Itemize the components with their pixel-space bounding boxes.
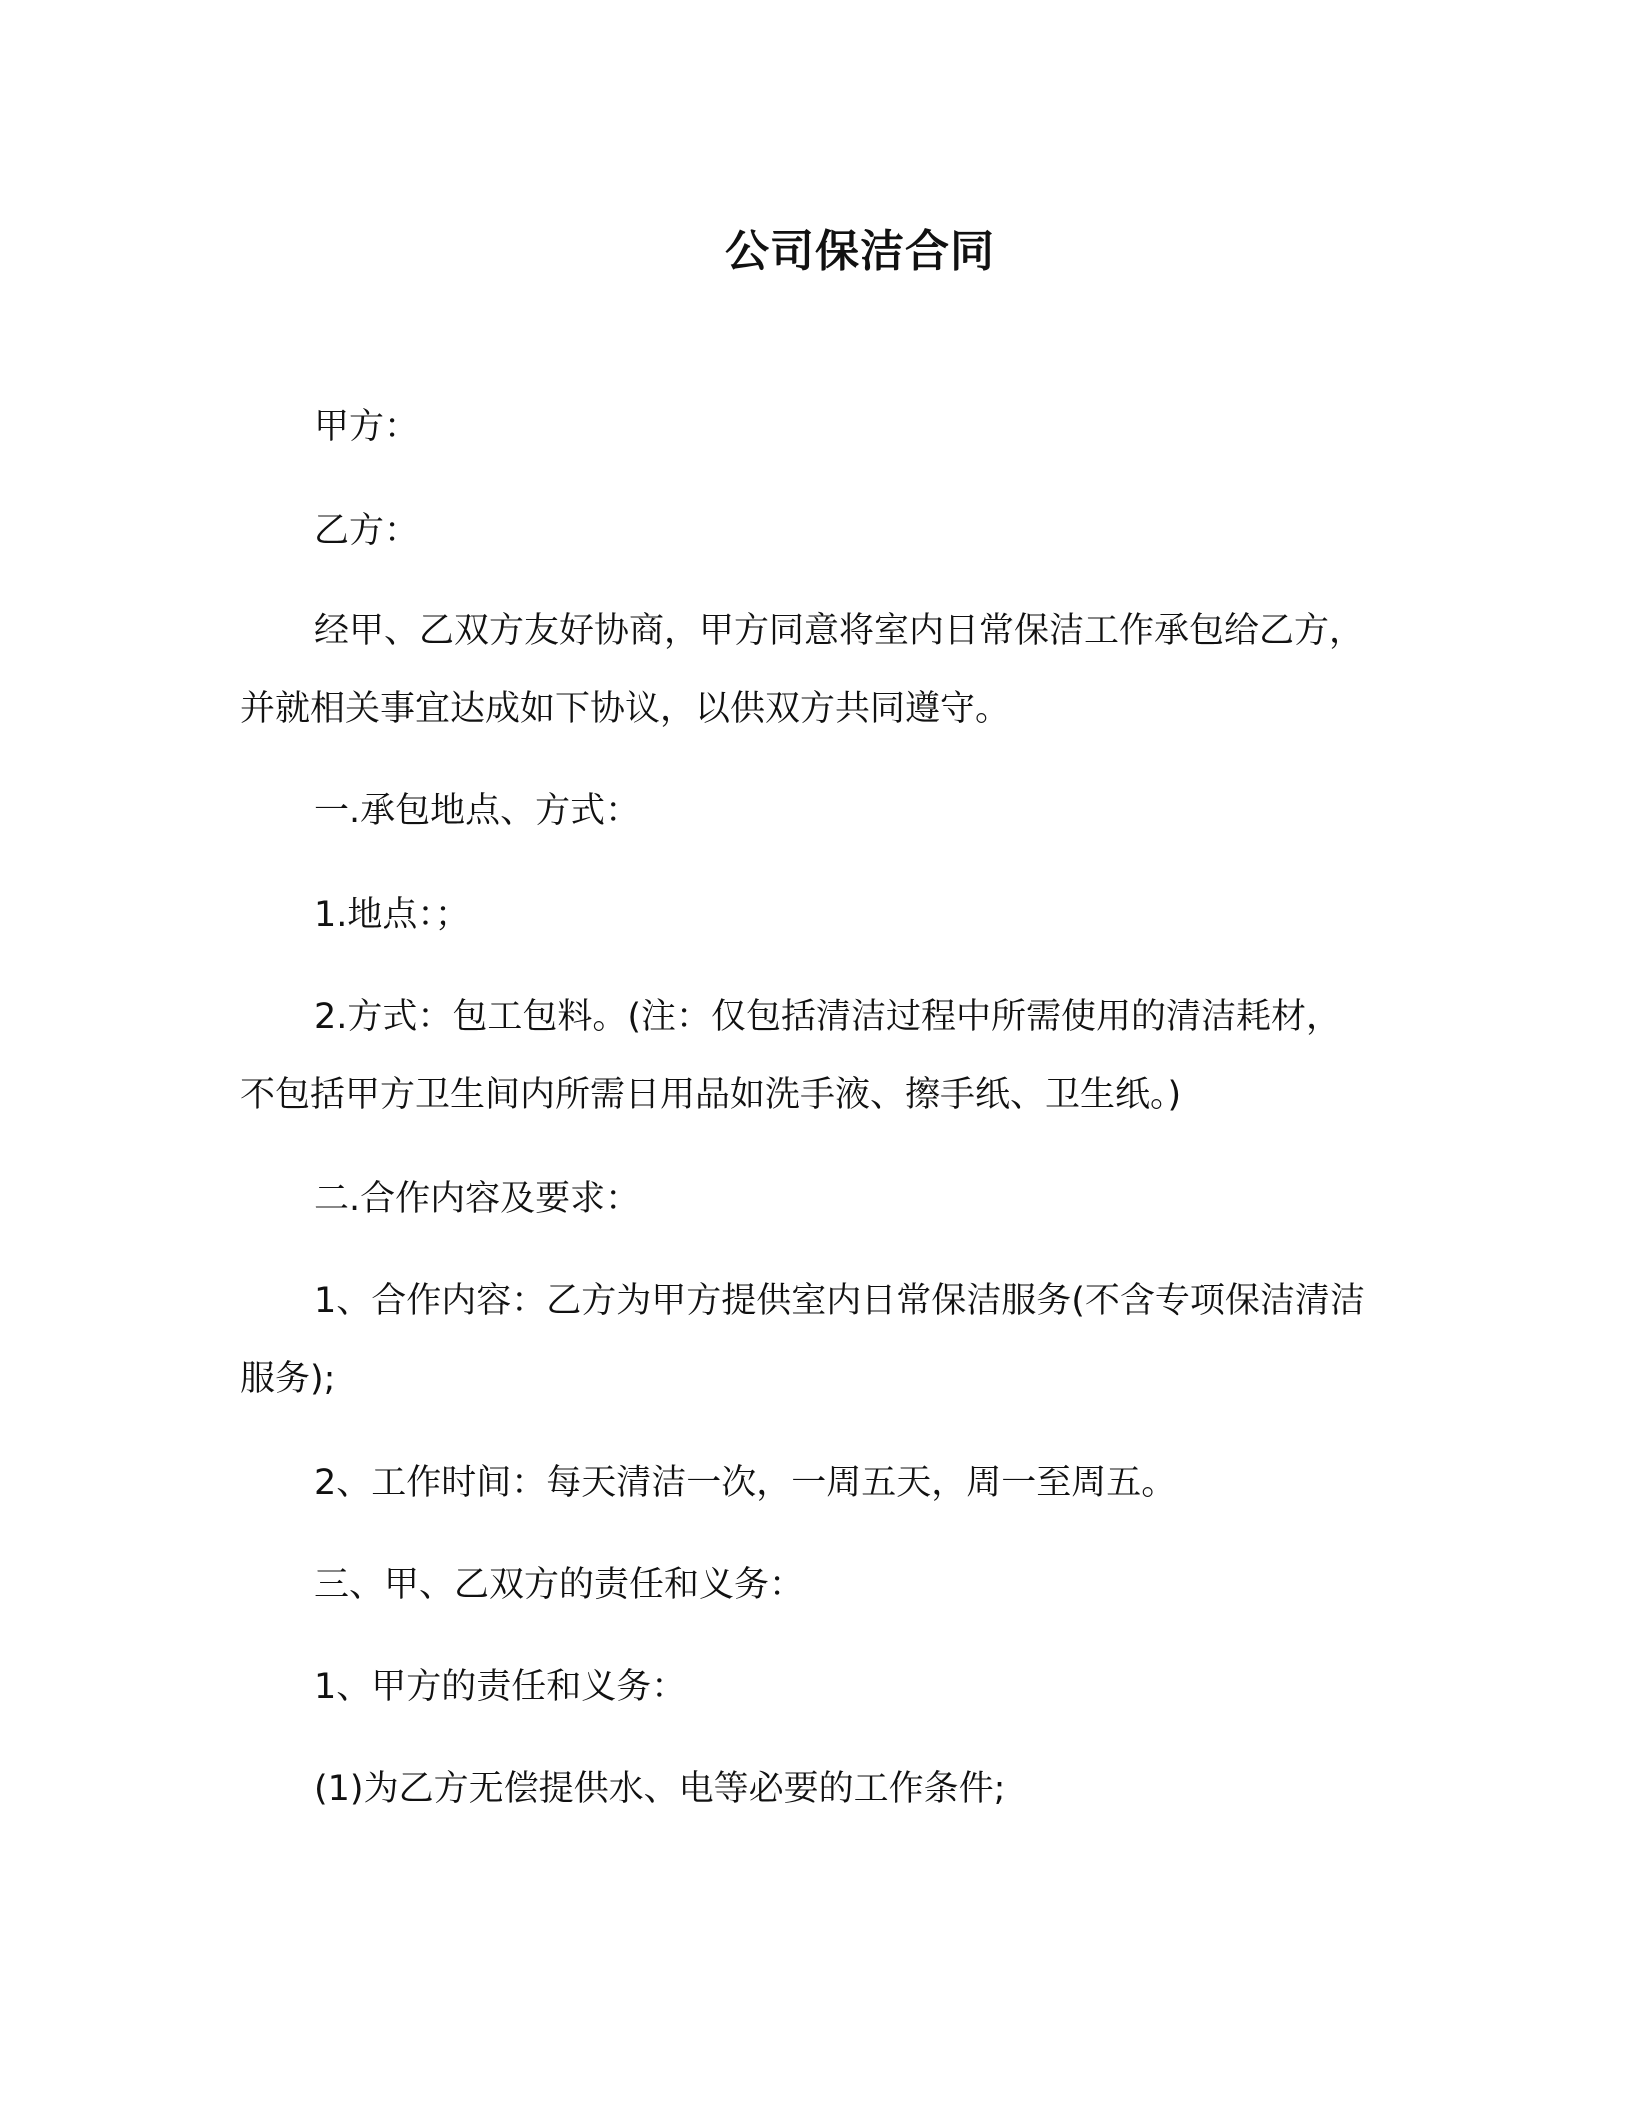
section1-item1: 1.地点：； (314, 895, 470, 935)
section1-heading: 一.承包地点、方式： (314, 791, 641, 831)
document-title: 公司保洁合同 (725, 226, 995, 277)
section3-heading: 三、甲、乙双方的责任和义务： (314, 1565, 805, 1605)
section2-item1: 1、合作内容：乙方为甲方提供室内日常保洁服务(不含专项保洁清洁服务); (240, 1281, 1365, 1399)
section1-item2: 2.方式：包工包料。(注：仅包括清洁过程中所需使用的清洁耗材，不包括甲方卫生间内所需日用品如洗手液、擦手纸、卫生纸。) (240, 997, 1342, 1115)
party-b-label: 乙方： (314, 511, 420, 551)
party-a-label: 甲方： (314, 407, 420, 447)
intro-paragraph: 经甲、乙双方友好协商，甲方同意将室内日常保洁工作承包给乙方，并就相关事宜达成如下协议，以供双方共同遵守。 (240, 611, 1365, 729)
section2-item2: 2、工作时间：每天清洁一次，一周五天，周一至周五。 (314, 1463, 1177, 1503)
section2-heading: 二.合作内容及要求： (314, 1179, 641, 1219)
section3-item1: 1、甲方的责任和义务： (314, 1667, 687, 1707)
section3-item1-1: (1)为乙方无偿提供水、电等必要的工作条件; (314, 1769, 1006, 1809)
